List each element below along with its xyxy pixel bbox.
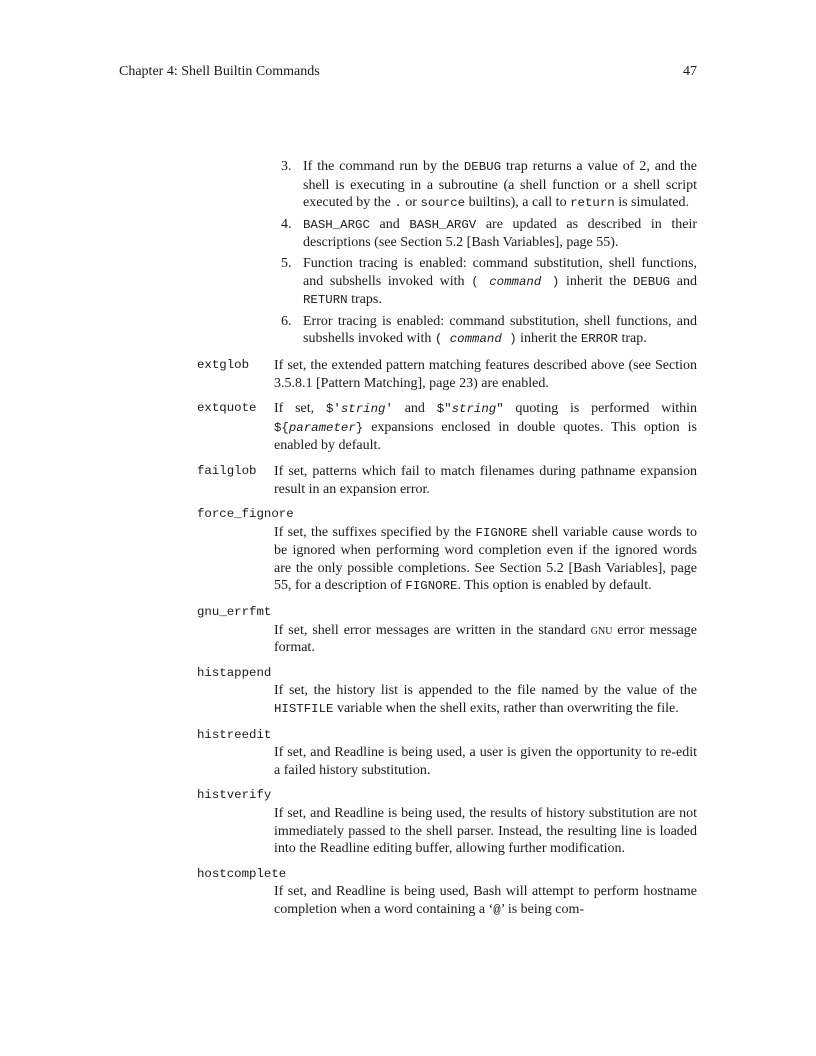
code-run: $" — [436, 402, 452, 417]
text-run: shell variable cause words to be ignored when performing word completion even if the ignored words are the only possible completions. See Section 5.2 [Bash Variables], page 55, for a description of — [274, 524, 697, 594]
option-entry — [197, 727, 697, 780]
code-run: FIGNORE — [475, 525, 528, 540]
code-run: $' — [325, 402, 341, 417]
list-item-number: 3. — [281, 159, 292, 174]
code-run: " — [496, 402, 504, 417]
code-run: string — [340, 402, 386, 417]
option-entry — [197, 400, 697, 455]
text-run: If set, the suffixes specified by the — [274, 524, 476, 540]
text-run: builtins), a call to — [465, 195, 571, 211]
text-run: is simulated. — [614, 195, 689, 211]
text-run: trap returns a value of 2, and the shell is executing in a subroutine (a shell function or a shell script executed by the — [303, 159, 698, 211]
option-description — [274, 524, 697, 596]
list-item-text — [303, 158, 697, 213]
text-run: Error tracing is enabled: command substitution, shell functions, and subshells invoked with — [303, 313, 697, 347]
code-run: ' — [385, 402, 393, 417]
code-run: command — [489, 274, 542, 289]
code-run: ${ — [274, 420, 289, 435]
code-run: RETURN — [303, 293, 348, 308]
text-run: If set, and Readline is being used, Bash will attempt to perform hostname completion when a word containing a ‘ — [274, 884, 697, 917]
text-run: quoting is performed within — [503, 401, 697, 417]
text-run: inherit the — [559, 273, 633, 289]
option-description — [274, 805, 697, 858]
option-description — [274, 622, 697, 657]
text-run: trap. — [618, 331, 647, 347]
text-run: are updated as described in their descriptions (see Section 5.2 [Bash Variables], page 55). — [303, 216, 697, 251]
code-run: FIGNORE — [405, 579, 458, 594]
text-run: traps. — [347, 292, 382, 308]
code-run: ( — [434, 332, 450, 347]
code-run: . — [394, 196, 402, 211]
code-run: BASH_ARGV — [409, 217, 477, 232]
code-run: DEBUG — [632, 274, 671, 289]
option-description — [274, 357, 697, 392]
code-run: ERROR — [580, 332, 618, 347]
list-item — [281, 313, 697, 349]
code-run: string — [451, 402, 497, 417]
option-entry — [197, 866, 697, 920]
page-body — [197, 158, 697, 920]
code-run: @ — [493, 902, 501, 917]
option-description — [274, 463, 697, 498]
text-run: and — [369, 216, 410, 232]
code-run: parameter — [288, 420, 356, 435]
text-run: If set, the extended pattern matching features described above (see Section 3.5.8.1 [Pattern Matching], page 23) are enabled. — [274, 357, 697, 391]
text-run: and — [670, 273, 697, 289]
list-item-text — [303, 216, 697, 252]
text-run: . This option is enabled by default. — [457, 578, 652, 594]
code-run: ) — [541, 274, 560, 289]
text-run: If set, patterns which fail to match filenames during pathname expansion result in an expansion error. — [274, 463, 697, 497]
option-entry — [197, 506, 697, 596]
list-item-number: 5. — [281, 255, 292, 271]
text-run: If set, and Readline is being used, the results of history substitution are not immediately passed to the shell parser. Instead, the resulting line is loaded into the Readline editing buffer, allowing further modification. — [274, 806, 697, 857]
list-item — [281, 158, 698, 213]
text-run: If set, and Readline is being used, a user is given the opportunity to re-edit a failed history substitution. — [274, 745, 697, 778]
code-run: ( — [471, 274, 490, 289]
option-entry — [197, 665, 697, 719]
text-run: error message format. — [274, 622, 697, 656]
option-description — [274, 400, 697, 455]
code-run: } — [355, 420, 364, 435]
code-run: gnu — [590, 622, 613, 638]
list-item — [281, 216, 697, 252]
list-item-number: 4. — [281, 216, 292, 232]
code-run: source — [420, 196, 466, 211]
option-description — [274, 744, 697, 779]
text-run: and — [392, 401, 437, 417]
option-entry — [197, 604, 697, 657]
option-name: extquote — [197, 401, 257, 416]
code-run: command — [449, 332, 502, 347]
text-run: Function tracing is enabled: command substitution, shell functions, and subshells invoked with — [303, 255, 697, 289]
code-run: ) — [501, 332, 517, 347]
list-item-text — [303, 313, 697, 349]
option-description — [274, 883, 697, 919]
list-item — [281, 255, 697, 310]
page-number: 47 — [683, 64, 697, 79]
option-name: extglob — [197, 357, 250, 372]
text-run: expansions enclosed in double quotes. This option is enabled by default. — [274, 419, 697, 454]
text-run: If set, shell error messages are written in the standard — [274, 622, 591, 638]
text-run: If set, — [274, 401, 326, 417]
option-name: failglob — [197, 463, 257, 478]
option-entry — [197, 357, 697, 392]
text-run: or — [401, 195, 421, 211]
option-name: histreedit — [197, 727, 272, 742]
debug-trap-list — [197, 158, 697, 349]
option-entry — [197, 463, 697, 498]
chapter-title: Chapter 4: Shell Builtin Commands — [119, 64, 320, 79]
option-name: histverify — [197, 788, 272, 803]
option-description — [274, 682, 697, 718]
code-run: HISTFILE — [274, 702, 334, 717]
text-run: If set, the history list is appended to the file named by the value of the — [274, 683, 697, 699]
code-run: DEBUG — [463, 160, 502, 174]
text-run: If the command run by the — [303, 159, 464, 174]
list-item-number: 6. — [281, 313, 292, 329]
shopt-options-list — [197, 357, 697, 920]
text-run: ’ is being com- — [500, 901, 585, 917]
option-name: force_fignore — [197, 507, 294, 522]
running-header — [119, 64, 697, 82]
code-run: BASH_ARGC — [303, 217, 370, 232]
text-run: inherit the — [516, 331, 581, 347]
option-name: gnu_errfmt — [197, 605, 272, 620]
option-entry — [197, 787, 697, 857]
option-name: hostcomplete — [197, 866, 287, 881]
text-run: variable when the shell exits, rather than overwriting the file. — [333, 701, 679, 717]
option-name: histappend — [197, 665, 272, 680]
code-run: return — [570, 196, 615, 211]
list-item-text — [303, 255, 697, 310]
